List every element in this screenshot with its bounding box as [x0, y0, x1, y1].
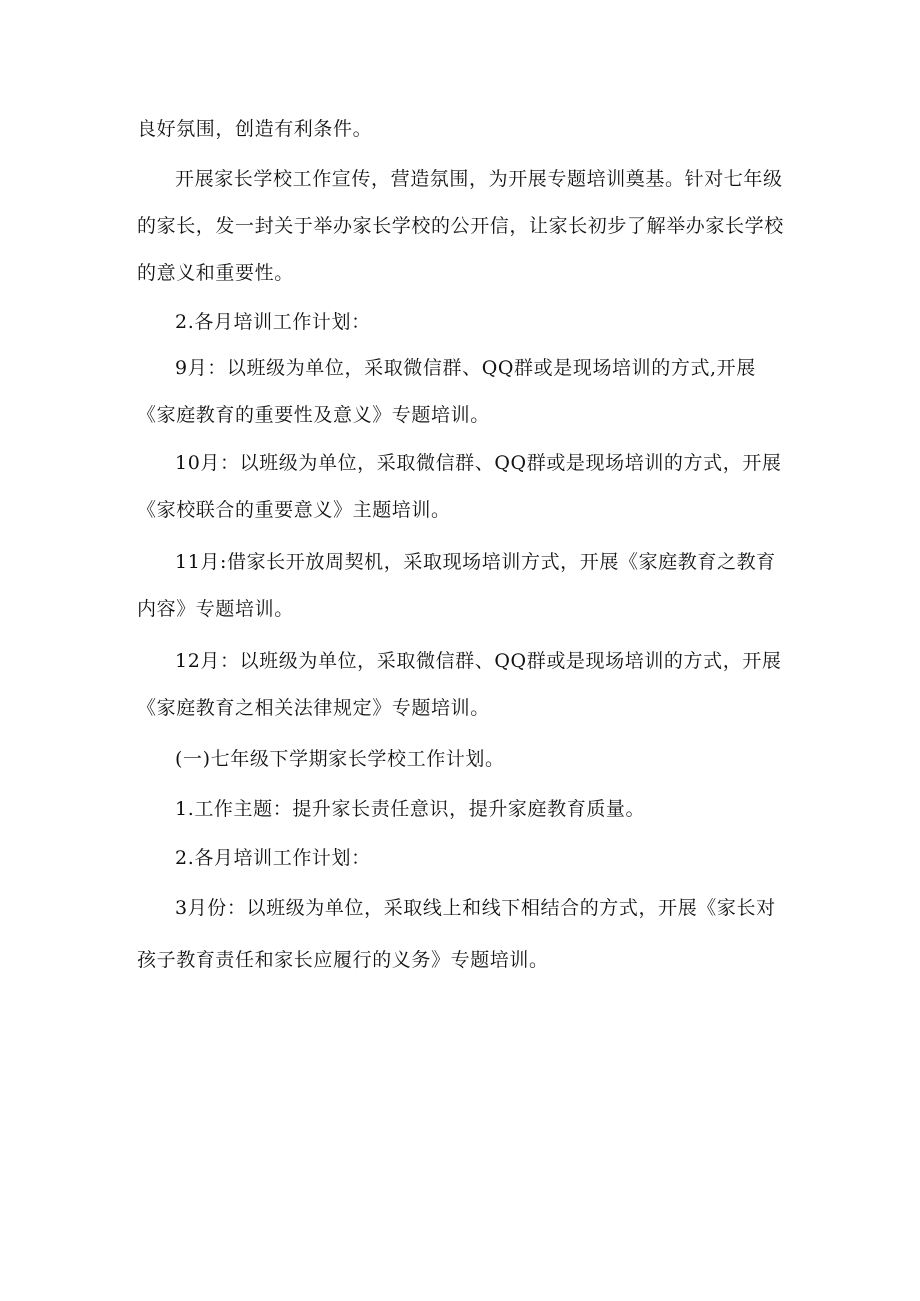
paragraph-7: 12月：以班级为单位，采取微信群、QQ群或是现场培训的方式，开展《家庭教育之相关法律规定》专题培训。	[137, 650, 782, 719]
paragraph-11: 3月份：以班级为单位，采取线上和线下相结合的方式，开展《家长对孩子教育责任和家长应履行的义务》专题培训。	[137, 897, 776, 971]
paragraph-8: (一)七年级下学期家长学校工作计划。	[175, 748, 505, 770]
paragraph-9: 1.工作主题：提升家长责任意识，提升家庭教育质量。	[175, 798, 646, 820]
paragraph-6: 11月:借家长开放周契机，采取现场培训方式，开展《家庭教育之教育内容》专题培训。	[137, 551, 776, 620]
paragraph-2: 开展家长学校工作宣传，营造氛围，为开展专题培训奠基。针对七年级的家长，发一封关于举办家长学校的公开信，让家长初步了解举办家长学校的意义和重要性。	[137, 168, 784, 284]
paragraph-4: 9月：以班级为单位，采取微信群、QQ群或是现场培训的方式,开展《家庭教育的重要性及意义》专题培训。	[137, 357, 756, 426]
paragraph-10: 2.各月培训工作计划：	[175, 847, 371, 869]
paragraph-1: 良好氛围，创造有利条件。	[137, 118, 373, 140]
paragraph-5: 10月：以班级为单位，采取微信群、QQ群或是现场培训的方式，开展《家校联合的重要意义》主题培训。	[137, 452, 782, 521]
paragraph-3: 2.各月培训工作计划：	[175, 311, 371, 333]
